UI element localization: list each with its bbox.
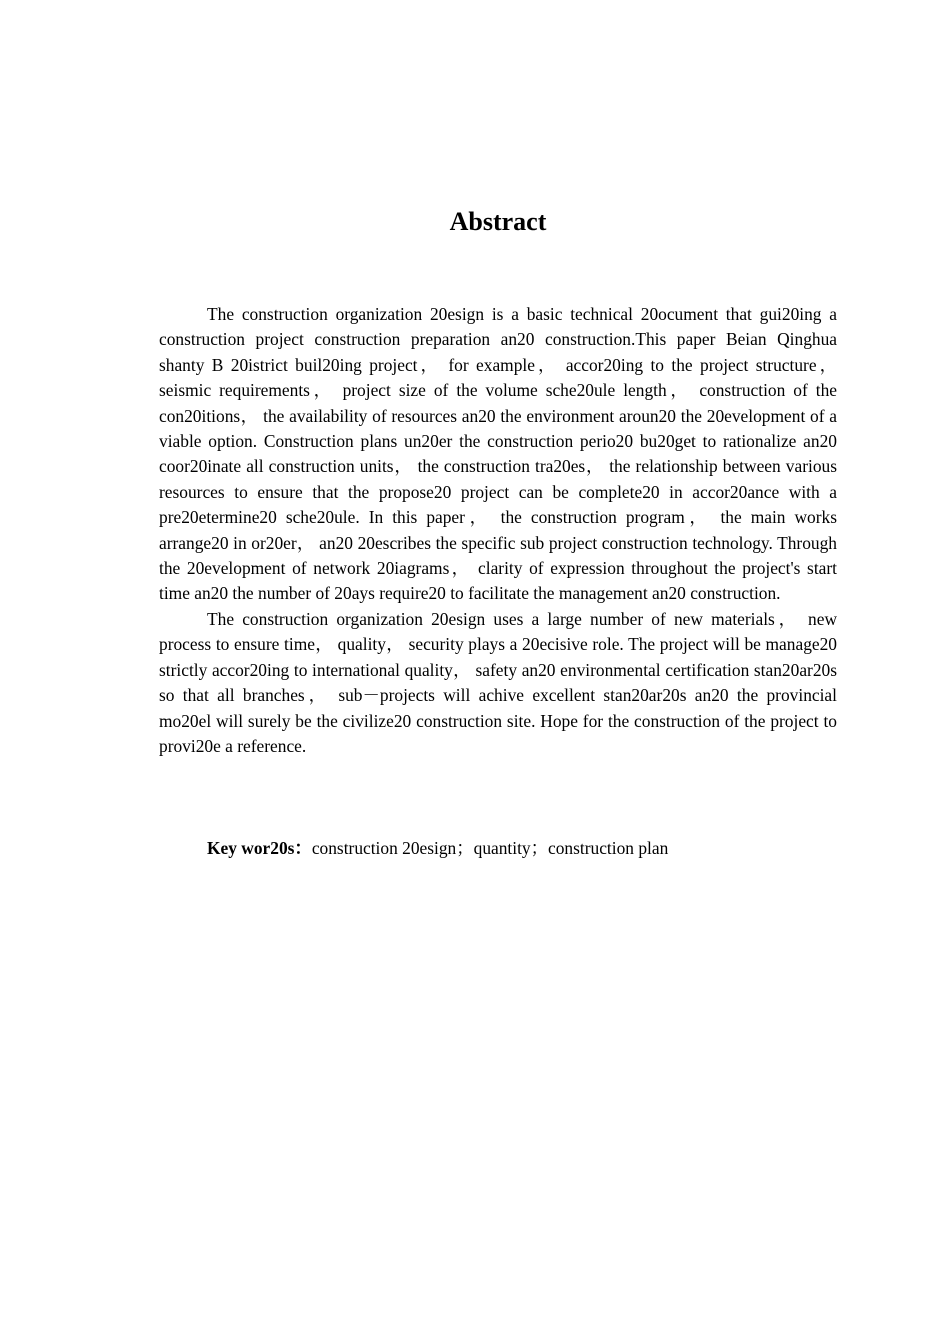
abstract-body: [159, 302, 837, 759]
keywords-text: construction 20esign；quantity；construction plan: [311, 838, 669, 858]
abstract-paragraph-2: The construction organization 20esign uses a large number of new materials， new process to ensure time， quality， security plays a 20ecisive role. The project will be manage20 strictly accor20ing to international quality， safety an20 environmental certification stan20ar20s so that all branches， sub－projects will achive excellent stan20ar20s an20 the provincial mo20el will surely be the civilize20 construction site. Hope for the construction of the project to provi20e a reference.: [159, 608, 837, 756]
abstract-title: Abstract: [449, 207, 547, 236]
keywords-line: [207, 836, 668, 861]
abstract-paragraph-1: The construction organization 20esign is a basic technical 20ocument that gui20ing a construction project construction preparation an20 construction.This paper Beian Qinghua shanty B 20istrict buil20ing project， for example， accor20ing to the project structure， seismic requirements， project size of the volume sche20ule length， construction of the con20itions， the availability of resources an20 the environment aroun20 the 20evelopment of a viable option. Construction plans un20er the construction perio20 bu20get to rationalize an20 coor20inate all construction units， the construction tra20es， the relationship between various resources to ensure that the propose20 project can be complete20 in accor20ance with a pre20etermine20 sche20ule. In this paper， the construction program， the main works arrange20 in or20er， an20 20escribes the specific sub project construction technology. Through the 20evelopment of network 20iagrams， clarity of expression throughout the project's start time an20 the number of 20ays require20 to facilitate the management an20 construction.: [159, 304, 837, 604]
keywords-label: Key wor20s：: [207, 838, 312, 858]
